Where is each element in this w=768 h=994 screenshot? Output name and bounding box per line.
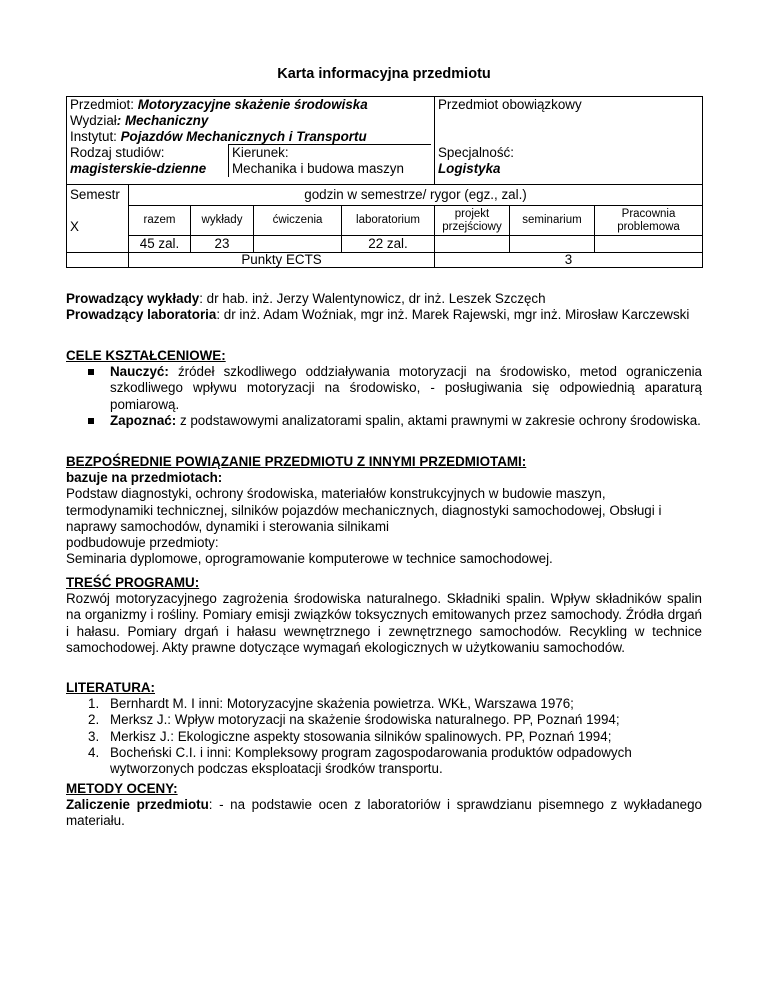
metody-section xyxy=(66,781,702,830)
col-pracownia: Pracownia problemowa xyxy=(595,206,703,236)
semester-cell xyxy=(67,185,129,253)
lecturers-value: : dr hab. inż. Jerzy Walentynowicz, dr inż. Leszek Szczęch xyxy=(199,291,546,306)
study-type-value: magisterskie-dzienne xyxy=(70,161,207,176)
bullet-square-icon xyxy=(88,418,94,424)
ects-value: 3 xyxy=(435,253,703,268)
metody-heading: METODY OCENY: xyxy=(66,781,178,796)
list-item: 2. Merksz J.: Wpływ motoryzacji na skażenie środowiska naturalnego. PP, Poznań 1994; xyxy=(88,712,620,728)
lecturers-section xyxy=(66,291,702,323)
course-header-cell: Przedmiot: Motoryzacyjne skażenie środowiska Wydział: Mechaniczny Instytut: Pojazdów Mechanicznych i Transportu Rodzaj studiów: magisterskie-dzienne Kierunek: Mechanika i budowa maszyn xyxy=(67,97,435,185)
lab-lecturers-label: Prowadzący laboratoria xyxy=(66,307,217,323)
val-cwiczenia xyxy=(254,236,342,253)
val-wyklady: 23 xyxy=(191,236,254,253)
tresc-heading: TREŚĆ PROGRAMU: xyxy=(66,575,200,590)
field-value: Mechanika i budowa maszyn xyxy=(232,161,404,176)
val-laboratorium: 22 zal. xyxy=(342,236,435,253)
tresc-section xyxy=(66,575,702,656)
page-title: Karta informacyjna przedmiotu xyxy=(277,66,491,82)
lab-lecturers-value: : dr inż. Adam Woźniak, mgr inż. Marek Rajewski, mgr inż. Mirosław Karczewski xyxy=(216,307,690,323)
val-seminarium xyxy=(510,236,595,253)
list-item: 4. Bocheński C.I. i inni: Kompleksowy program zagospodarowania produktów odpadowych wytworzonych podczas eksploatacji środków transportu. xyxy=(88,744,632,777)
metody-text: : - na podstawie ocen z laboratoriów i sprawdzianu pisemnego z wykładanego materiału. xyxy=(66,797,702,829)
bazuje-label: bazuje na przedmiotach: xyxy=(66,470,223,486)
institute-name: Pojazdów Mechanicznych i Transportu xyxy=(120,129,367,144)
course-name: Motoryzacyjne skażenie środowiska xyxy=(137,97,368,112)
val-pracownia xyxy=(595,236,703,253)
field-label: Kierunek: xyxy=(232,145,289,160)
ects-label: Punkty ECTS xyxy=(129,253,435,268)
podbudowuje-text: Seminaria dyplomowe, oprogramowanie komputerowe w technice samochodowej. xyxy=(66,551,553,567)
bazuje-text: Podstaw diagnostyki, ochrony środowiska, materiałów konstrukcyjnych w budowie maszyn, termodynamiki technicznej, silników pojazdów mechanicznych, diagnostyki samochodowej, Obsługi i naprawy samochodów, dynamiki i sterowania silnikami xyxy=(66,486,662,534)
semester-value: X xyxy=(70,219,79,234)
bullet-square-icon xyxy=(88,369,94,375)
podbudowuje-label: podbudowuje przedmioty: xyxy=(66,535,219,551)
powiazania-section xyxy=(66,454,702,567)
col-projekt: projekt przejściowy xyxy=(435,206,510,236)
list-item: 1. Bernhardt M. I inni: Motoryzacyjne skażenia powietrza. WKŁ, Warszawa 1976; xyxy=(88,696,574,712)
list-item: 3. Merkisz J.: Ekologiczne aspekty stosowania silników spalinowych. PP, Poznań 1994; xyxy=(88,728,612,744)
specialty-label: Specjalność: xyxy=(438,145,514,160)
tresc-text: Rozwój motoryzacyjnego zagrożenia środowiska naturalnego. Składniki spalin. Wpływ składników spalin na organizmy i rośliny. Pomiary emisji związków toksycznych emitowanych przez samochody. Źródła drgań i hałasu. Pomiary drgań i hałasu wewnętrznego i zewnętrznego samochodów. Recykling w technice samochodowej. Akty prawne dotyczące wymagań ekologicznych w użytkowaniu samochodów. xyxy=(66,591,702,655)
course-info-table xyxy=(66,96,703,268)
col-laboratorium: laboratorium xyxy=(342,206,435,236)
course-status: Przedmiot obowiązkowy xyxy=(438,97,582,112)
col-wyklady: wykłady xyxy=(191,206,254,236)
hours-header: godzin w semestrze/ rygor (egz., zal.) xyxy=(129,185,703,206)
semester-label: Semestr xyxy=(70,187,120,202)
list-item: Zapoznać: z podstawowymi analizatorami spalin, aktami prawnymi w zakresie ochrony środowiska. xyxy=(66,413,702,429)
specialty-value: Logistyka xyxy=(438,161,501,176)
metody-label: Zaliczenie przedmiotu xyxy=(66,797,209,813)
literatura-section xyxy=(66,680,702,777)
cele-section xyxy=(66,348,702,429)
col-seminarium: seminarium xyxy=(510,206,595,236)
powiazania-heading: BEZPOŚREDNIE POWIĄZANIE PRZEDMIOTU Z INNYMI PRZEDMIOTAMI: xyxy=(66,454,527,469)
val-razem: 45 zal. xyxy=(129,236,191,253)
val-projekt xyxy=(435,236,510,253)
col-razem: razem xyxy=(129,206,191,236)
literatura-heading: LITERATURA: xyxy=(66,680,156,695)
course-status-cell xyxy=(435,97,703,185)
list-item: Nauczyć: źródeł szkodliwego oddziaływania motoryzacji na środowisko, metod ograniczenia szkodliwego wpływu motoryzacji na środowisko, - posługiwania się odpowiednią aparaturą pomiarową. xyxy=(66,364,702,413)
study-type-label: Rodzaj studiów: xyxy=(70,145,165,160)
faculty-name: : Mechaniczny xyxy=(116,113,209,128)
lecturers-label: Prowadzący wykłady xyxy=(66,291,200,306)
col-cwiczenia: ćwiczenia xyxy=(254,206,342,236)
cele-heading: CELE KSZTAŁCENIOWE: xyxy=(66,348,226,363)
